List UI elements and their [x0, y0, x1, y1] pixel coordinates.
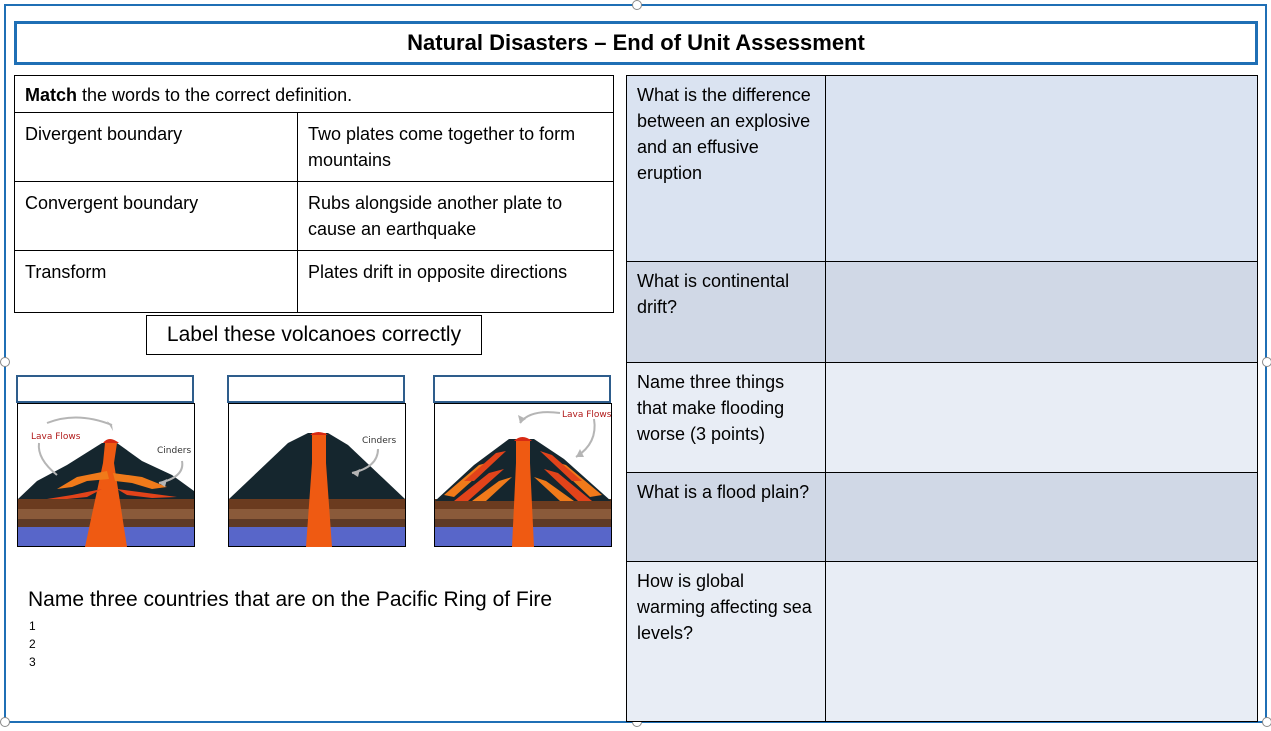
- answer-cell[interactable]: [826, 262, 1258, 363]
- volcano-label-box-3[interactable]: [433, 375, 611, 403]
- answer-cell[interactable]: [826, 363, 1258, 473]
- shield-volcano-image: [17, 403, 195, 547]
- question-cell: How is global warming affecting sea levels?: [627, 562, 826, 722]
- match-definition[interactable]: Plates drift in opposite directions: [298, 251, 614, 313]
- question-cell: Name three things that make flooding worse (3 points): [627, 363, 826, 473]
- ring-of-fire-answer-list[interactable]: [29, 617, 36, 671]
- volcano-diagram-3: [433, 375, 613, 547]
- question-cell: What is a flood plain?: [627, 473, 826, 562]
- question-cell: What is continental drift?: [627, 262, 826, 363]
- resize-handle-right[interactable]: [1262, 357, 1271, 367]
- volcano-label-box-1[interactable]: [16, 375, 194, 403]
- matching-table: [14, 75, 614, 313]
- stratovolcano-image: [434, 403, 612, 547]
- match-instruction: Match the words to the correct definition.: [15, 76, 614, 113]
- question-cell: What is the difference between an explosive and an effusive eruption: [627, 76, 826, 262]
- resize-handle-top[interactable]: [632, 0, 642, 10]
- ring-of-fire-question: Name three countries that are on the Pacific Ring of Fire: [28, 588, 553, 611]
- match-term[interactable]: Convergent boundary: [15, 182, 298, 251]
- resize-handle-bottom-right[interactable]: [1262, 717, 1271, 727]
- cinder-cone-volcano-image: [228, 403, 406, 547]
- volcano-diagram-1: [16, 375, 196, 547]
- answer-number: 2: [29, 637, 36, 651]
- match-definition[interactable]: Rubs alongside another plate to cause an earthquake: [298, 182, 614, 251]
- volcano-label-box-2[interactable]: [227, 375, 405, 403]
- questions-table: [626, 75, 1258, 722]
- resize-handle-left[interactable]: [0, 357, 10, 367]
- answer-number: 3: [29, 655, 36, 669]
- volcano-diagram-2: [227, 375, 407, 547]
- volcano-1-label-lava: Lava Flows: [31, 432, 81, 442]
- page-title: Natural Disasters – End of Unit Assessment: [14, 21, 1258, 65]
- resize-handle-bottom-left[interactable]: [0, 717, 10, 727]
- match-definition[interactable]: Two plates come together to form mountains: [298, 113, 614, 182]
- volcano-section-heading: Label these volcanoes correctly: [146, 315, 482, 355]
- match-term[interactable]: Transform: [15, 251, 298, 313]
- answer-cell[interactable]: [826, 76, 1258, 262]
- volcano-3-label-lava: Lava Flows: [562, 410, 612, 420]
- volcano-2-label-cinders: Cinders: [362, 436, 397, 446]
- answer-cell[interactable]: [826, 473, 1258, 562]
- volcano-1-label-cinders: Cinders: [157, 446, 192, 456]
- match-term[interactable]: Divergent boundary: [15, 113, 298, 182]
- answer-number: 1: [29, 619, 36, 633]
- answer-cell[interactable]: [826, 562, 1258, 722]
